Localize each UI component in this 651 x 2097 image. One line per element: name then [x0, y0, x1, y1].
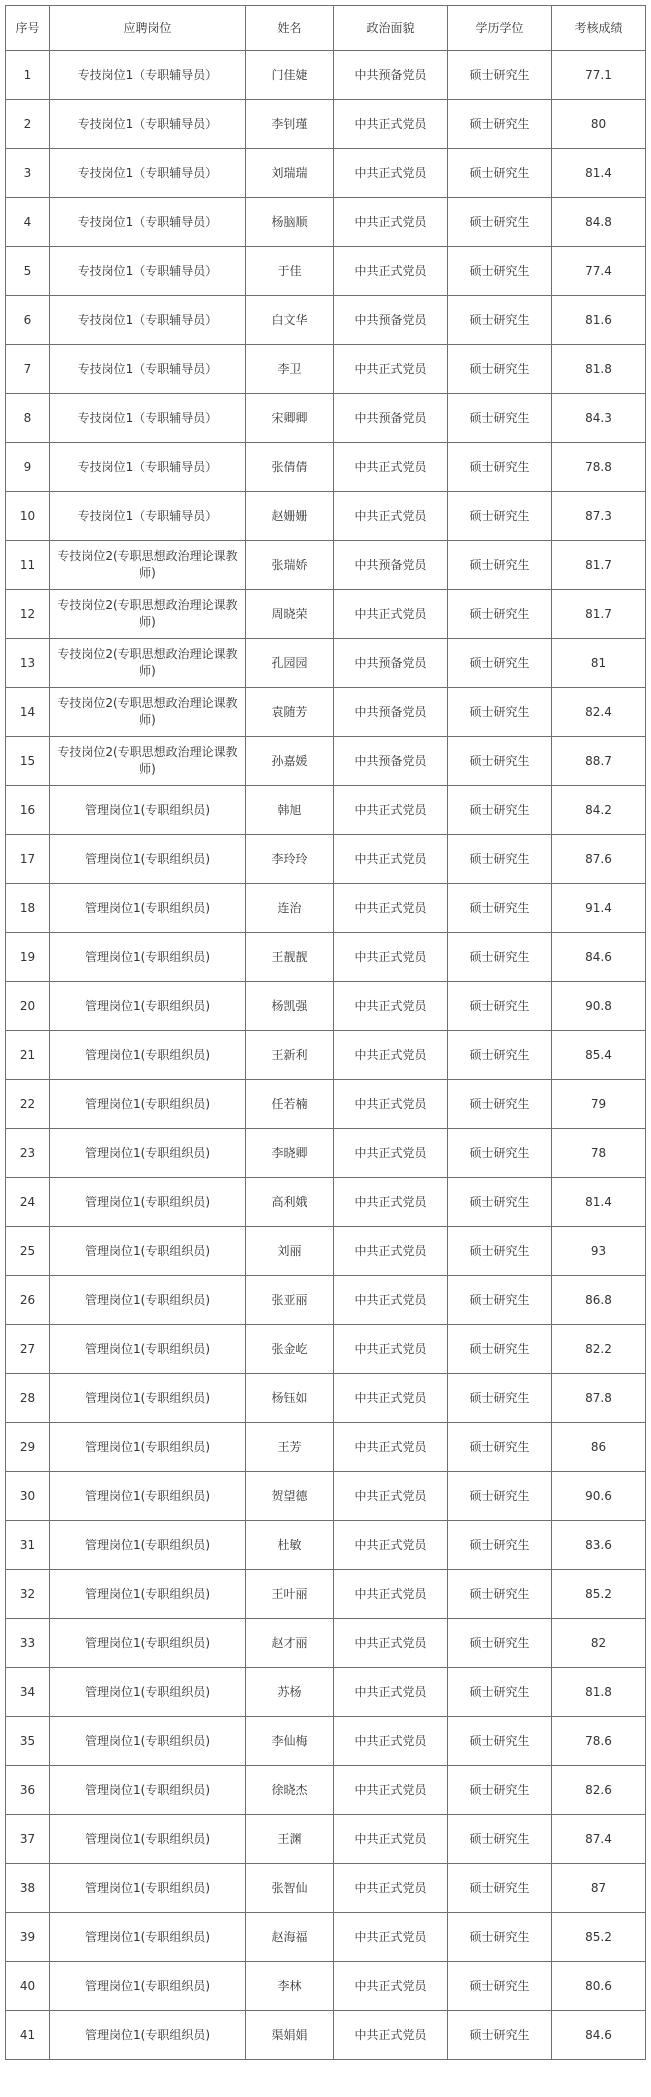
- cell-name: 连治: [246, 884, 334, 933]
- cell-no: 28: [6, 1374, 50, 1423]
- cell-score: 81.7: [552, 590, 646, 639]
- cell-degree: 硕士研究生: [448, 1864, 552, 1913]
- cell-political: 中共正式党员: [334, 1864, 448, 1913]
- cell-no: 39: [6, 1913, 50, 1962]
- cell-degree: 硕士研究生: [448, 1276, 552, 1325]
- cell-political: 中共正式党员: [334, 345, 448, 394]
- cell-political: 中共正式党员: [334, 1178, 448, 1227]
- cell-no: 36: [6, 1766, 50, 1815]
- cell-no: 2: [6, 100, 50, 149]
- header-no: 序号: [6, 6, 50, 51]
- cell-score: 87.6: [552, 835, 646, 884]
- cell-name: 渠娟娟: [246, 2011, 334, 2060]
- cell-political: 中共正式党员: [334, 786, 448, 835]
- table-row: [6, 1913, 646, 1962]
- cell-name: 刘丽: [246, 1227, 334, 1276]
- cell-name: 赵才丽: [246, 1619, 334, 1668]
- cell-score: 84.8: [552, 198, 646, 247]
- cell-name: 周晓荣: [246, 590, 334, 639]
- cell-degree: 硕士研究生: [448, 737, 552, 786]
- cell-name: 李钊瑾: [246, 100, 334, 149]
- cell-degree: 硕士研究生: [448, 443, 552, 492]
- table-row: [6, 1570, 646, 1619]
- cell-political: 中共预备党员: [334, 51, 448, 100]
- cell-political: 中共预备党员: [334, 737, 448, 786]
- cell-no: 18: [6, 884, 50, 933]
- cell-name: 韩旭: [246, 786, 334, 835]
- cell-no: 38: [6, 1864, 50, 1913]
- cell-degree: 硕士研究生: [448, 1423, 552, 1472]
- cell-name: 任若楠: [246, 1080, 334, 1129]
- cell-position: 专技岗位2(专职思想政治理论课教师): [50, 590, 246, 639]
- table-row: [6, 688, 646, 737]
- cell-no: 23: [6, 1129, 50, 1178]
- cell-degree: 硕士研究生: [448, 541, 552, 590]
- cell-no: 16: [6, 786, 50, 835]
- cell-degree: 硕士研究生: [448, 1668, 552, 1717]
- cell-score: 83.6: [552, 1521, 646, 1570]
- cell-degree: 硕士研究生: [448, 100, 552, 149]
- cell-degree: 硕士研究生: [448, 835, 552, 884]
- cell-no: 15: [6, 737, 50, 786]
- cell-degree: 硕士研究生: [448, 1178, 552, 1227]
- table-row: [6, 345, 646, 394]
- header-score: 考核成绩: [552, 6, 646, 51]
- cell-political: 中共正式党员: [334, 1668, 448, 1717]
- cell-name: 于佳: [246, 247, 334, 296]
- cell-no: 35: [6, 1717, 50, 1766]
- cell-score: 87.3: [552, 492, 646, 541]
- cell-score: 85.2: [552, 1570, 646, 1619]
- cell-name: 宋卿卿: [246, 394, 334, 443]
- table-row: [6, 1521, 646, 1570]
- table-row: [6, 1766, 646, 1815]
- table-row: [6, 100, 646, 149]
- table-row: [6, 835, 646, 884]
- cell-political: 中共预备党员: [334, 394, 448, 443]
- cell-name: 李林: [246, 1962, 334, 2011]
- cell-score: 78: [552, 1129, 646, 1178]
- cell-degree: 硕士研究生: [448, 1962, 552, 2011]
- cell-political: 中共正式党员: [334, 1080, 448, 1129]
- cell-name: 张倩倩: [246, 443, 334, 492]
- cell-score: 81.4: [552, 149, 646, 198]
- table-row: [6, 51, 646, 100]
- table-row: [6, 933, 646, 982]
- cell-score: 84.3: [552, 394, 646, 443]
- cell-name: 刘瑞瑞: [246, 149, 334, 198]
- table-row: [6, 492, 646, 541]
- cell-name: 袁随芳: [246, 688, 334, 737]
- cell-name: 杜敏: [246, 1521, 334, 1570]
- cell-position: 专技岗位1（专职辅导员）: [50, 345, 246, 394]
- cell-name: 王渊: [246, 1815, 334, 1864]
- table-row: [6, 1423, 646, 1472]
- table-row: [6, 1227, 646, 1276]
- cell-score: 87.4: [552, 1815, 646, 1864]
- cell-position: 管理岗位1(专职组织员): [50, 1619, 246, 1668]
- cell-position: 专技岗位2(专职思想政治理论课教师): [50, 688, 246, 737]
- cell-degree: 硕士研究生: [448, 394, 552, 443]
- table-row: [6, 1864, 646, 1913]
- table-row: [6, 737, 646, 786]
- cell-name: 王新利: [246, 1031, 334, 1080]
- table-row: [6, 590, 646, 639]
- cell-no: 1: [6, 51, 50, 100]
- cell-name: 门佳婕: [246, 51, 334, 100]
- cell-political: 中共正式党员: [334, 1423, 448, 1472]
- cell-position: 管理岗位1(专职组织员): [50, 1815, 246, 1864]
- cell-score: 80: [552, 100, 646, 149]
- cell-position: 管理岗位1(专职组织员): [50, 1717, 246, 1766]
- cell-political: 中共正式党员: [334, 492, 448, 541]
- cell-political: 中共正式党员: [334, 1717, 448, 1766]
- table-row: [6, 198, 646, 247]
- cell-name: 王芳: [246, 1423, 334, 1472]
- cell-political: 中共正式党员: [334, 1227, 448, 1276]
- cell-score: 78.8: [552, 443, 646, 492]
- cell-position: 管理岗位1(专职组织员): [50, 835, 246, 884]
- cell-score: 93: [552, 1227, 646, 1276]
- cell-position: 管理岗位1(专职组织员): [50, 1080, 246, 1129]
- cell-name: 杨凯强: [246, 982, 334, 1031]
- cell-position: 专技岗位2(专职思想政治理论课教师): [50, 639, 246, 688]
- table-row: [6, 1276, 646, 1325]
- cell-score: 82.4: [552, 688, 646, 737]
- table-row: [6, 149, 646, 198]
- table-row: [6, 1080, 646, 1129]
- cell-score: 81.8: [552, 345, 646, 394]
- cell-no: 40: [6, 1962, 50, 2011]
- cell-no: 31: [6, 1521, 50, 1570]
- cell-no: 14: [6, 688, 50, 737]
- cell-no: 29: [6, 1423, 50, 1472]
- cell-position: 管理岗位1(专职组织员): [50, 1129, 246, 1178]
- cell-position: 专技岗位1（专职辅导员）: [50, 394, 246, 443]
- cell-score: 77.1: [552, 51, 646, 100]
- cell-political: 中共正式党员: [334, 1129, 448, 1178]
- cell-degree: 硕士研究生: [448, 492, 552, 541]
- table-row: [6, 443, 646, 492]
- cell-position: 管理岗位1(专职组织员): [50, 1031, 246, 1080]
- cell-no: 22: [6, 1080, 50, 1129]
- cell-no: 11: [6, 541, 50, 590]
- table-row: [6, 296, 646, 345]
- cell-name: 徐晓杰: [246, 1766, 334, 1815]
- table-row: [6, 786, 646, 835]
- cell-position: 管理岗位1(专职组织员): [50, 1766, 246, 1815]
- cell-degree: 硕士研究生: [448, 198, 552, 247]
- cell-score: 82: [552, 1619, 646, 1668]
- cell-score: 81: [552, 639, 646, 688]
- table-header: [6, 6, 646, 51]
- cell-political: 中共正式党员: [334, 247, 448, 296]
- cell-no: 9: [6, 443, 50, 492]
- cell-score: 81.6: [552, 296, 646, 345]
- cell-position: 专技岗位1（专职辅导员）: [50, 51, 246, 100]
- cell-score: 91.4: [552, 884, 646, 933]
- cell-political: 中共正式党员: [334, 1815, 448, 1864]
- cell-degree: 硕士研究生: [448, 1374, 552, 1423]
- cell-political: 中共正式党员: [334, 149, 448, 198]
- table-row: [6, 884, 646, 933]
- cell-position: 管理岗位1(专职组织员): [50, 1423, 246, 1472]
- table-row: [6, 982, 646, 1031]
- cell-score: 82.6: [552, 1766, 646, 1815]
- cell-score: 81.8: [552, 1668, 646, 1717]
- cell-position: 管理岗位1(专职组织员): [50, 2011, 246, 2060]
- cell-degree: 硕士研究生: [448, 1717, 552, 1766]
- cell-position: 管理岗位1(专职组织员): [50, 1178, 246, 1227]
- cell-position: 管理岗位1(专职组织员): [50, 1325, 246, 1374]
- cell-position: 专技岗位2(专职思想政治理论课教师): [50, 737, 246, 786]
- table-row: [6, 1962, 646, 2011]
- table-row: [6, 1374, 646, 1423]
- cell-political: 中共正式党员: [334, 1619, 448, 1668]
- cell-position: 管理岗位1(专职组织员): [50, 786, 246, 835]
- cell-score: 81.4: [552, 1178, 646, 1227]
- cell-political: 中共正式党员: [334, 1472, 448, 1521]
- cell-score: 84.2: [552, 786, 646, 835]
- cell-no: 13: [6, 639, 50, 688]
- cell-political: 中共正式党员: [334, 1766, 448, 1815]
- cell-score: 84.6: [552, 933, 646, 982]
- header-name: 姓名: [246, 6, 334, 51]
- cell-political: 中共预备党员: [334, 296, 448, 345]
- cell-name: 张亚丽: [246, 1276, 334, 1325]
- table-row: [6, 1325, 646, 1374]
- cell-name: 孔园园: [246, 639, 334, 688]
- cell-position: 管理岗位1(专职组织员): [50, 1521, 246, 1570]
- cell-no: 7: [6, 345, 50, 394]
- cell-score: 87: [552, 1864, 646, 1913]
- cell-degree: 硕士研究生: [448, 247, 552, 296]
- cell-political: 中共预备党员: [334, 541, 448, 590]
- cell-name: 李玲玲: [246, 835, 334, 884]
- cell-degree: 硕士研究生: [448, 639, 552, 688]
- cell-no: 19: [6, 933, 50, 982]
- cell-position: 管理岗位1(专职组织员): [50, 1276, 246, 1325]
- cell-political: 中共正式党员: [334, 1276, 448, 1325]
- cell-degree: 硕士研究生: [448, 1913, 552, 1962]
- cell-degree: 硕士研究生: [448, 1031, 552, 1080]
- cell-position: 专技岗位1（专职辅导员）: [50, 492, 246, 541]
- table-row: [6, 541, 646, 590]
- cell-no: 37: [6, 1815, 50, 1864]
- cell-no: 41: [6, 2011, 50, 2060]
- cell-score: 80.6: [552, 1962, 646, 2011]
- cell-position: 管理岗位1(专职组织员): [50, 1472, 246, 1521]
- table-row: [6, 1472, 646, 1521]
- table-row: [6, 1619, 646, 1668]
- table-row: [6, 1717, 646, 1766]
- cell-name: 孙嘉媛: [246, 737, 334, 786]
- cell-no: 21: [6, 1031, 50, 1080]
- cell-degree: 硕士研究生: [448, 1325, 552, 1374]
- cell-score: 85.2: [552, 1913, 646, 1962]
- cell-political: 中共正式党员: [334, 590, 448, 639]
- cell-political: 中共正式党员: [334, 835, 448, 884]
- cell-score: 81.7: [552, 541, 646, 590]
- cell-degree: 硕士研究生: [448, 345, 552, 394]
- cell-degree: 硕士研究生: [448, 786, 552, 835]
- cell-degree: 硕士研究生: [448, 1619, 552, 1668]
- cell-name: 李仙梅: [246, 1717, 334, 1766]
- cell-degree: 硕士研究生: [448, 1227, 552, 1276]
- table-row: [6, 394, 646, 443]
- cell-political: 中共正式党员: [334, 443, 448, 492]
- cell-score: 90.6: [552, 1472, 646, 1521]
- cell-no: 8: [6, 394, 50, 443]
- cell-political: 中共正式党员: [334, 100, 448, 149]
- cell-political: 中共正式党员: [334, 1913, 448, 1962]
- cell-degree: 硕士研究生: [448, 1129, 552, 1178]
- cell-degree: 硕士研究生: [448, 1766, 552, 1815]
- cell-position: 专技岗位1（专职辅导员）: [50, 100, 246, 149]
- cell-no: 24: [6, 1178, 50, 1227]
- cell-political: 中共正式党员: [334, 933, 448, 982]
- cell-score: 82.2: [552, 1325, 646, 1374]
- cell-no: 10: [6, 492, 50, 541]
- cell-degree: 硕士研究生: [448, 1815, 552, 1864]
- cell-no: 27: [6, 1325, 50, 1374]
- cell-degree: 硕士研究生: [448, 2011, 552, 2060]
- cell-position: 专技岗位1（专职辅导员）: [50, 247, 246, 296]
- cell-score: 84.6: [552, 2011, 646, 2060]
- cell-position: 管理岗位1(专职组织员): [50, 1570, 246, 1619]
- cell-no: 4: [6, 198, 50, 247]
- cell-position: 管理岗位1(专职组织员): [50, 933, 246, 982]
- cell-political: 中共正式党员: [334, 1962, 448, 2011]
- cell-degree: 硕士研究生: [448, 884, 552, 933]
- table-row: [6, 1668, 646, 1717]
- cell-position: 专技岗位1（专职辅导员）: [50, 198, 246, 247]
- cell-degree: 硕士研究生: [448, 1080, 552, 1129]
- header-political: 政治面貌: [334, 6, 448, 51]
- cell-political: 中共正式党员: [334, 884, 448, 933]
- cell-name: 王叶丽: [246, 1570, 334, 1619]
- cell-position: 专技岗位2(专职思想政治理论课教师): [50, 541, 246, 590]
- cell-score: 85.4: [552, 1031, 646, 1080]
- cell-position: 管理岗位1(专职组织员): [50, 1374, 246, 1423]
- cell-name: 张金屹: [246, 1325, 334, 1374]
- cell-no: 25: [6, 1227, 50, 1276]
- cell-political: 中共正式党员: [334, 1570, 448, 1619]
- cell-name: 苏杨: [246, 1668, 334, 1717]
- cell-no: 30: [6, 1472, 50, 1521]
- table-row: [6, 1031, 646, 1080]
- cell-degree: 硕士研究生: [448, 590, 552, 639]
- cell-position: 管理岗位1(专职组织员): [50, 1668, 246, 1717]
- cell-name: 张智仙: [246, 1864, 334, 1913]
- cell-no: 32: [6, 1570, 50, 1619]
- cell-name: 白文华: [246, 296, 334, 345]
- cell-degree: 硕士研究生: [448, 149, 552, 198]
- cell-position: 管理岗位1(专职组织员): [50, 1913, 246, 1962]
- cell-name: 高利娥: [246, 1178, 334, 1227]
- cell-score: 86: [552, 1423, 646, 1472]
- cell-position: 管理岗位1(专职组织员): [50, 884, 246, 933]
- cell-degree: 硕士研究生: [448, 51, 552, 100]
- cell-position: 专技岗位1（专职辅导员）: [50, 149, 246, 198]
- table-row: [6, 1178, 646, 1227]
- cell-political: 中共预备党员: [334, 639, 448, 688]
- cell-position: 专技岗位1（专职辅导员）: [50, 296, 246, 345]
- cell-no: 34: [6, 1668, 50, 1717]
- cell-degree: 硕士研究生: [448, 982, 552, 1031]
- table-body: [6, 51, 646, 2060]
- cell-name: 杨脑顺: [246, 198, 334, 247]
- cell-degree: 硕士研究生: [448, 296, 552, 345]
- cell-political: 中共正式党员: [334, 1521, 448, 1570]
- cell-degree: 硕士研究生: [448, 1521, 552, 1570]
- cell-score: 88.7: [552, 737, 646, 786]
- cell-name: 李卫: [246, 345, 334, 394]
- cell-score: 86.8: [552, 1276, 646, 1325]
- cell-position: 管理岗位1(专职组织员): [50, 982, 246, 1031]
- cell-political: 中共正式党员: [334, 198, 448, 247]
- cell-political: 中共正式党员: [334, 1325, 448, 1374]
- cell-political: 中共正式党员: [334, 982, 448, 1031]
- cell-name: 李晓卿: [246, 1129, 334, 1178]
- cell-name: 赵海福: [246, 1913, 334, 1962]
- cell-no: 26: [6, 1276, 50, 1325]
- cell-position: 管理岗位1(专职组织员): [50, 1227, 246, 1276]
- header-row: [6, 6, 646, 51]
- cell-no: 33: [6, 1619, 50, 1668]
- table-row: [6, 247, 646, 296]
- cell-position: 管理岗位1(专职组织员): [50, 1962, 246, 2011]
- cell-no: 17: [6, 835, 50, 884]
- results-table: [5, 5, 646, 2060]
- cell-political: 中共正式党员: [334, 1031, 448, 1080]
- cell-name: 杨钰如: [246, 1374, 334, 1423]
- table-row: [6, 2011, 646, 2060]
- cell-name: 赵姗姗: [246, 492, 334, 541]
- cell-score: 77.4: [552, 247, 646, 296]
- cell-position: 专技岗位1（专职辅导员）: [50, 443, 246, 492]
- cell-degree: 硕士研究生: [448, 688, 552, 737]
- cell-political: 中共正式党员: [334, 2011, 448, 2060]
- cell-score: 90.8: [552, 982, 646, 1031]
- cell-no: 3: [6, 149, 50, 198]
- cell-score: 87.8: [552, 1374, 646, 1423]
- cell-name: 张瑞娇: [246, 541, 334, 590]
- table-row: [6, 1129, 646, 1178]
- cell-degree: 硕士研究生: [448, 1472, 552, 1521]
- cell-degree: 硕士研究生: [448, 933, 552, 982]
- cell-score: 79: [552, 1080, 646, 1129]
- cell-no: 20: [6, 982, 50, 1031]
- cell-score: 78.6: [552, 1717, 646, 1766]
- cell-no: 6: [6, 296, 50, 345]
- header-degree: 学历学位: [448, 6, 552, 51]
- cell-name: 贺望德: [246, 1472, 334, 1521]
- cell-no: 5: [6, 247, 50, 296]
- cell-degree: 硕士研究生: [448, 1570, 552, 1619]
- table-row: [6, 639, 646, 688]
- table-row: [6, 1815, 646, 1864]
- cell-position: 管理岗位1(专职组织员): [50, 1864, 246, 1913]
- cell-political: 中共预备党员: [334, 688, 448, 737]
- header-position: 应聘岗位: [50, 6, 246, 51]
- cell-no: 12: [6, 590, 50, 639]
- cell-name: 王靓靓: [246, 933, 334, 982]
- cell-political: 中共正式党员: [334, 1374, 448, 1423]
